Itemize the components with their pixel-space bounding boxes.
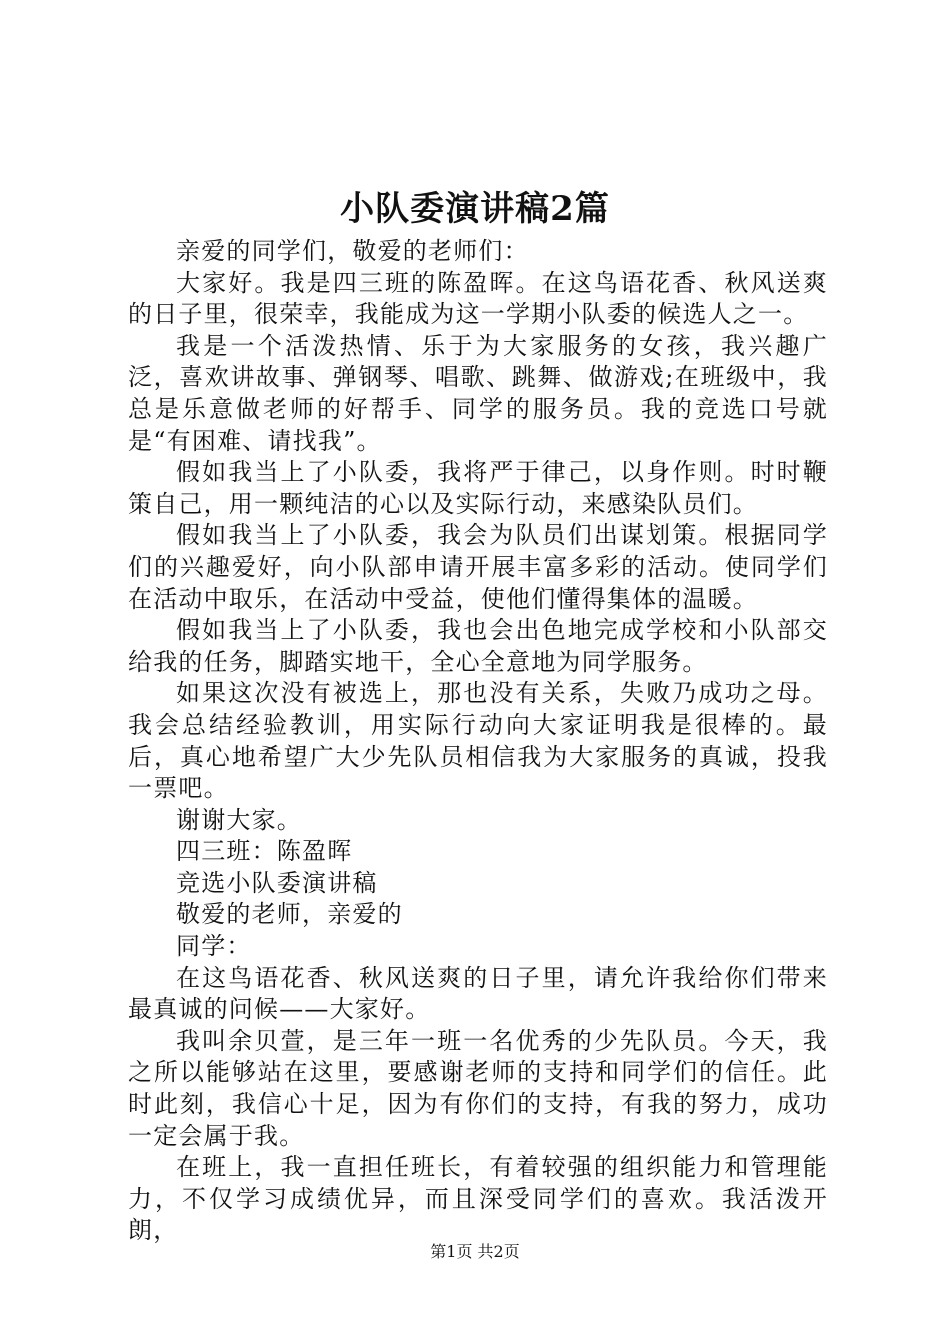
paragraph-salutation: 亲爱的同学们，敬爱的老师们： xyxy=(176,237,529,265)
paragraph-self-intro: 我是一个活泼热情、乐于为大家服务的女孩，我兴趣广泛，喜欢讲故事、弹钢琴、唱歌、跳舞、做游戏;在班级中，我总是乐意做老师的好帮手、同学的服务员。我的竞选口号就是“有困难、请找我”。 xyxy=(128,331,828,455)
paragraph-pledge-3: 假如我当上了小队委，我也会出色地完成学校和小队部交给我的任务，脚踏实地干，全心全意地为同学服务。 xyxy=(128,616,828,676)
document-body xyxy=(128,236,828,1247)
paragraph-second-salutation-2: 同学： xyxy=(176,932,252,961)
paragraph-second-class-role: 在班上，我一直担任班长，有着较强的组织能力和管理能力，不仅学习成绩优异，而且深受同学们的喜欢。我活泼开朗， xyxy=(128,1153,828,1245)
paragraph-second-greeting: 在这鸟语花香、秋风送爽的日子里，请允许我给你们带来最真诚的问候——大家好。 xyxy=(128,963,828,1024)
paragraph-signature: 四三班：陈盈晖 xyxy=(176,837,353,866)
paragraph-closing: 如果这次没有被选上，那也没有关系，失败乃成功之母。我会总结经验教训，用实际行动向大家证明我是很棒的。最后，真心地希望广大少先队员相信我为大家服务的真诚，投我一票吧。 xyxy=(128,679,828,803)
paragraph-pledge-1: 假如我当上了小队委，我将严于律己，以身作则。时时鞭策自己，用一颗纯洁的心以及实际行动，来感染队员们。 xyxy=(128,458,828,518)
paragraph-greeting: 大家好。我是四三班的陈盈晖。在这鸟语花香、秋风送爽的日子里，很荣幸，我能成为这一学期小队委的候选人之一。 xyxy=(128,268,828,329)
paragraph-pledge-2: 假如我当上了小队委，我会为队员们出谋划策。根据同学们的兴趣爱好，向小队部申请开展丰富多彩的活动。使同学们在活动中取乐，在活动中受益，使他们懂得集体的温暖。 xyxy=(128,521,828,613)
paragraph-thanks: 谢谢大家。 xyxy=(176,805,302,834)
paragraph-second-title: 竞选小队委演讲稿 xyxy=(176,868,378,897)
paragraph-second-self-intro: 我叫余贝萱，是三年一班一名优秀的少先队员。今天，我之所以能够站在这里，要感谢老师的支持和同学们的信任。此时此刻，我信心十足，因为有你们的支持，有我的努力，成功一定会属于我。 xyxy=(128,1026,828,1150)
page-number-footer: 第1页 共2页 xyxy=(430,1242,520,1261)
paragraph-second-salutation-1: 敬爱的老师，亲爱的 xyxy=(176,900,403,929)
document-title: 小队委演讲稿2篇 xyxy=(340,189,610,229)
